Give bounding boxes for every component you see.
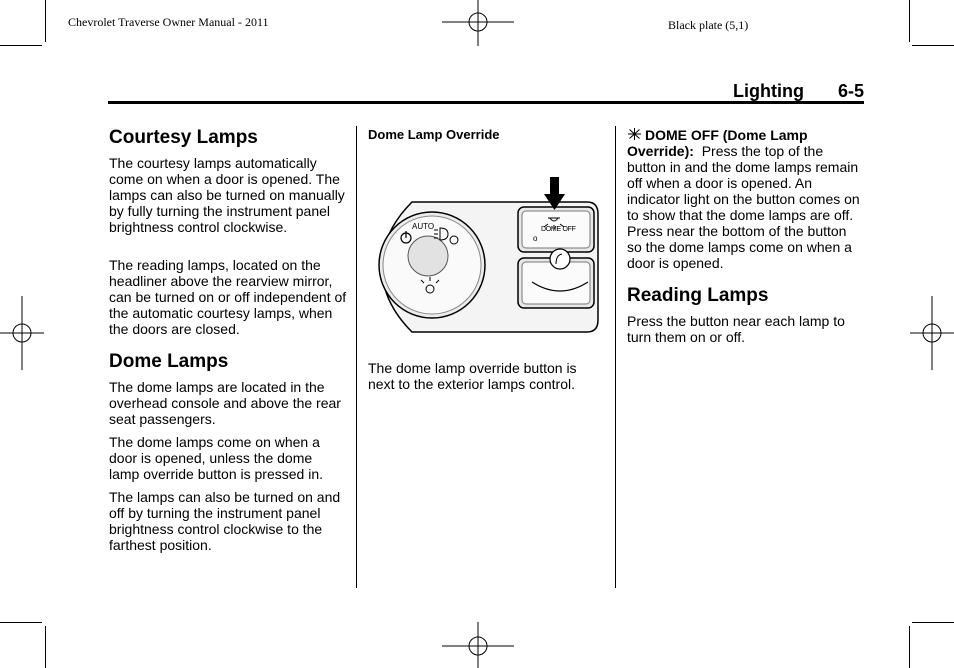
dome-paragraph-1: The dome lamps are located in the overhead console and above the rear seat passengers. [109,379,341,427]
page-number: 6-5 [838,81,865,101]
dome-off-paragraph [627,127,865,271]
crop-mark [912,622,954,623]
dome-off-term: DOME OFF (Dome Lamp Override): [627,127,808,159]
lamp-control-illustration [372,172,600,342]
crop-mark [909,0,910,42]
crop-mark [45,0,46,42]
courtesy-paragraph-1: The courtesy lamps automatically come on when a door is opened. The lamps can also be turned on manually by fully turning the instrument panel brightness control clockwise. [109,155,345,235]
dome-off-description: Press the top of the button in and the dome lamps remain off when a door is opened. An indicator light on the button comes on to show that the dome lamps are off. Press near the bottom of the button so the dome lamps come on when a door is opened. [627,143,860,271]
column-divider [615,126,616,588]
dome-lamps-heading: Dome Lamps [109,351,229,372]
auto-label: AUTO [412,222,435,231]
plate-label: Black plate (5,1) [668,18,749,32]
reading-lamps-heading: Reading Lamps [627,285,769,306]
column-divider [356,126,357,588]
crop-mark [0,622,42,623]
dome-off-label: DOME OFF [541,226,576,233]
registration-mark-icon [910,296,954,370]
section-title: Lighting [733,81,804,101]
indicator-label: o [533,234,538,243]
crop-mark [0,45,42,46]
header-rule [108,101,864,104]
crop-mark [912,45,954,46]
courtesy-lamps-heading: Courtesy Lamps [109,127,258,148]
figure-description: The dome lamp override button is next to the exterior lamps control. [368,360,577,392]
plate-title: Chevrolet Traverse Owner Manual - 2011 [68,15,269,29]
courtesy-paragraph-2: The reading lamps, located on the headliner above the rearview mirror, can be turned on or off independent of the automatic courtesy lamps, when the doors are closed. [109,257,347,337]
figure-caption: Dome Lamp Override [368,127,500,142]
crop-mark [909,626,910,668]
dome-paragraph-3: The lamps can also be turned on and off by turning the instrument panel brightness control clockwise to the farthest position. [109,489,341,553]
registration-mark-icon [442,622,514,668]
reading-paragraph-1: Press the button near each lamp to turn them on or off. [627,313,845,345]
dome-paragraph-2: The dome lamps come on when a door is opened, unless the dome lamp override button is pressed in. [109,434,323,482]
registration-mark-icon [442,0,514,46]
registration-mark-icon [0,296,44,370]
crop-mark [45,626,46,668]
